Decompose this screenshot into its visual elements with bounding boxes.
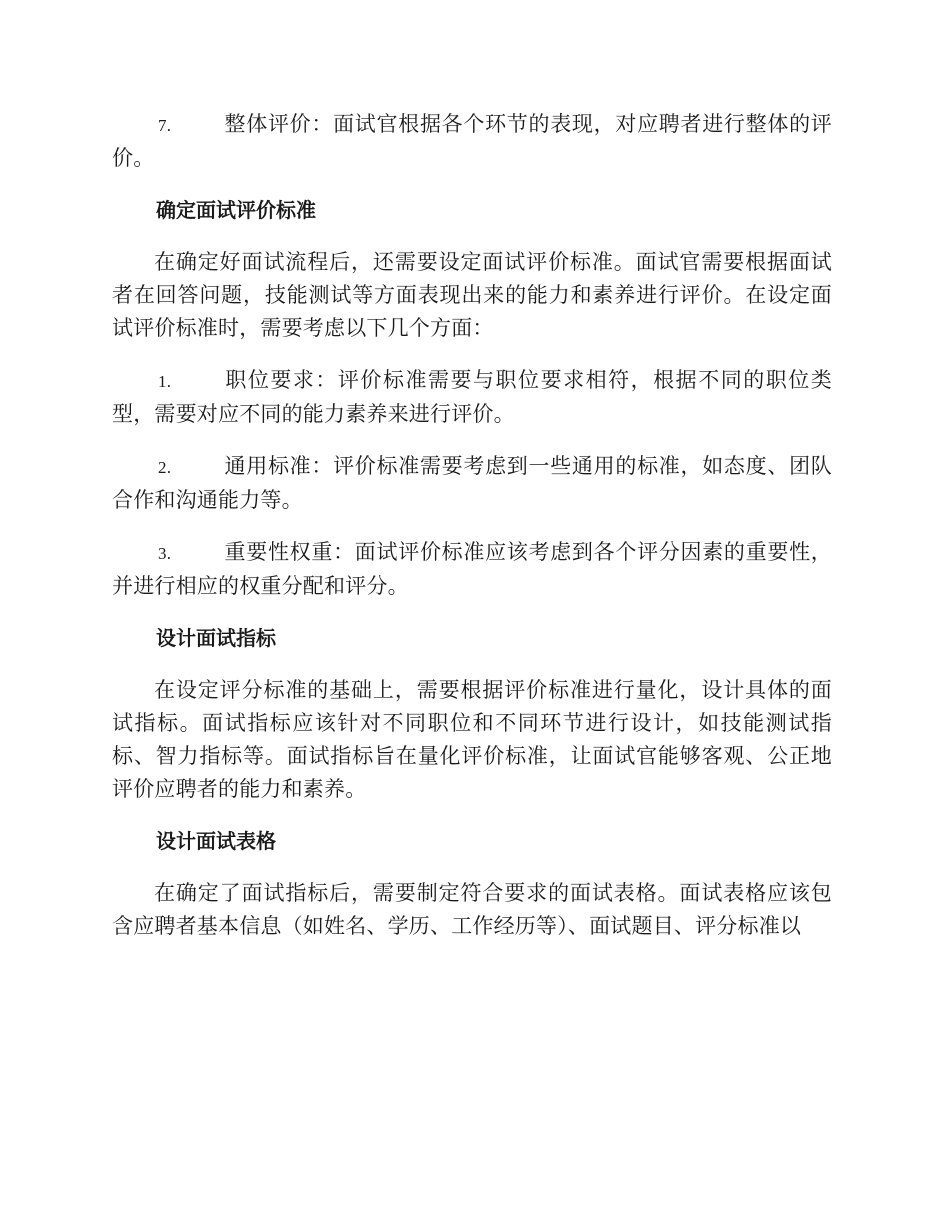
- list-number: 2.: [158, 458, 172, 477]
- list-text: 通用标准：评价标准需要考虑到一些通用的标准，如态度、团队合作和沟通能力等。: [112, 454, 832, 512]
- list-text: 职位要求：评价标准需要与职位要求相符，根据不同的职位类型，需要对应不同的能力素养来进行评价。: [112, 368, 832, 426]
- paragraph: 在确定了面试指标后，需要制定符合要求的面试表格。面试表格应该包含应聘者基本信息（如姓名、学历、工作经历等）、面试题目、评分标准以: [112, 881, 832, 938]
- list-item-1: [112, 364, 832, 431]
- list-item-7: [112, 108, 832, 175]
- list-number: 3.: [158, 544, 172, 563]
- section-heading-interview-indicators: 设计面试指标: [156, 626, 276, 650]
- list-text: 整体评价：面试官根据各个环节的表现，对应聘者进行整体的评价。: [112, 112, 832, 170]
- paragraph: 在确定好面试流程后，还需要设定面试评价标准。面试官需要根据面试者在回答问题，技能测试等方面表现出来的能力和素养进行评价。在设定面试评价标准时，需要考虑以下几个方面：: [112, 250, 832, 340]
- list-number: 7.: [158, 116, 172, 135]
- section-heading-evaluation-criteria: 确定面试评价标准: [156, 198, 316, 222]
- list-item-3: [112, 536, 832, 603]
- document-page: [112, 108, 832, 962]
- list-item-2: [112, 450, 832, 517]
- paragraph: 在设定评分标准的基础上，需要根据评价标准进行量化，设计具体的面试指标。面试指标应该针对不同职位和不同环节进行设计，如技能测试指标、智力指标等。面试指标旨在量化评价标准，让面试官能够客观、公正地评价应聘者的能力和素养。: [112, 678, 832, 801]
- list-number: 1.: [158, 372, 172, 391]
- list-text: 重要性权重：面试评价标准应该考虑到各个评分因素的重要性，并进行相应的权重分配和评分。: [112, 540, 832, 598]
- section-heading-interview-form: 设计面试表格: [156, 829, 276, 853]
